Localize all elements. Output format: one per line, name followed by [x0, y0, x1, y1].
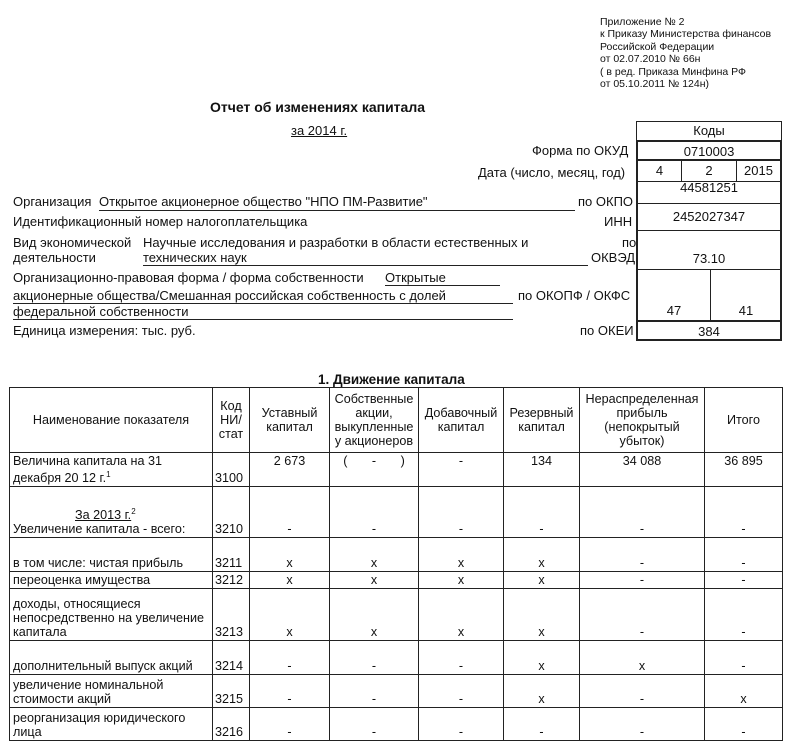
cell-value: 2 673: [250, 453, 330, 487]
row-code: 3100: [213, 453, 250, 487]
codes-heading: Коды: [636, 121, 782, 141]
cell-value: x: [419, 572, 504, 589]
note-line: от 02.07.2010 № 66н: [600, 53, 701, 66]
inn-row-label: Идентификационный номер налогоплательщика: [13, 214, 308, 229]
okved-label-1: по: [622, 235, 637, 250]
cell-value: -: [504, 487, 580, 538]
report-period: за 2014 г.: [291, 123, 348, 138]
col-additional-capital-header: Добавочный капитал: [419, 388, 504, 453]
section-title: 1. Движение капитала: [318, 372, 465, 387]
cell-value: -: [705, 589, 783, 641]
cell-value: -: [705, 708, 783, 741]
legal-underline-3: [13, 319, 513, 320]
activity-value-2: технических наук: [143, 250, 247, 265]
cell-value: ( - ): [330, 453, 419, 487]
codes-okpo: 44581251: [636, 181, 782, 204]
appendix-note: [600, 16, 771, 90]
codes-date-day: 4: [636, 160, 682, 182]
codes-inn: 2452027347: [636, 203, 782, 231]
codes-okved: 73.10: [636, 230, 782, 270]
cell-value: -: [504, 708, 580, 741]
cell-value: -: [250, 675, 330, 708]
cell-value: -: [580, 708, 705, 741]
legal-underline-1: [385, 285, 500, 286]
cell-value: -: [330, 641, 419, 675]
legal-value-2: акционерные общества/Смешанная российская собственность с долей: [13, 288, 446, 303]
activity-underline: [143, 265, 588, 266]
cell-value: x: [580, 641, 705, 675]
legal-value-3: федеральной собственности: [13, 304, 189, 319]
col-charter-capital-header: Уставный капитал: [250, 388, 330, 453]
row-name: За 2013 г.$^2$ Увеличение капитала - всего:: [10, 487, 213, 538]
cell-value: x: [250, 538, 330, 572]
codes-okfs: 41: [738, 303, 754, 318]
org-value: Открытое акционерное общество "НПО ПМ-Развитие": [99, 194, 428, 209]
row-name: доходы, относящиеся непосредственно на увеличение капитала: [10, 589, 213, 641]
codes-date-year: 2015: [736, 160, 782, 182]
col-name-header: Наименование показателя: [10, 388, 213, 453]
cell-value: x: [705, 675, 783, 708]
org-label: Организация: [13, 194, 92, 209]
row-code: 3213: [213, 589, 250, 641]
cell-value: -: [705, 487, 783, 538]
okved-label-2: ОКВЭД: [591, 250, 636, 265]
cell-value: -: [705, 538, 783, 572]
cell-value: -: [250, 487, 330, 538]
row-name: Величина капитала на 31 декабря 20 12 г.$^1$: [10, 453, 213, 487]
note-line: Российской Федерации: [600, 40, 715, 53]
activity-label-1: Вид экономической: [13, 235, 132, 250]
date-label: Дата (число, месяц, год): [478, 165, 626, 180]
cell-value: x: [250, 572, 330, 589]
row-code: 3215: [213, 675, 250, 708]
cell-value: -: [419, 675, 504, 708]
table-header-row: [10, 388, 783, 453]
note-line: ( в ред. Приказа Минфина РФ: [600, 65, 747, 78]
cell-value: -: [705, 641, 783, 675]
cell-value: 134: [504, 453, 580, 487]
cell-value: -: [580, 487, 705, 538]
row-name: увеличение номинальной стоимости акций: [10, 675, 213, 708]
org-underline: [99, 210, 575, 211]
codes-okopf: 47: [666, 303, 682, 318]
row-name: переоценка имущества: [10, 572, 213, 589]
table-row: [10, 641, 783, 675]
cell-value: x: [250, 589, 330, 641]
cell-value: x: [504, 675, 580, 708]
row-code: 3211: [213, 538, 250, 572]
table-row: [10, 589, 783, 641]
note-line: Приложение № 2: [600, 16, 685, 28]
codes-okei: 384: [636, 320, 782, 341]
cell-value: x: [330, 572, 419, 589]
row-code: 3216: [213, 708, 250, 741]
cell-value: x: [419, 538, 504, 572]
codes-okopf-okfs-box: [636, 269, 782, 321]
cell-value: x: [419, 589, 504, 641]
col-total-header: Итого: [705, 388, 783, 453]
cell-value: x: [330, 589, 419, 641]
cell-value: -: [250, 641, 330, 675]
table-row: [10, 572, 783, 589]
cell-value: -: [330, 675, 419, 708]
cell-value: x: [504, 589, 580, 641]
cell-value: -: [580, 675, 705, 708]
col-treasury-shares-header: Собственные акции, выкупленные у акционеров: [330, 388, 419, 453]
codes-okud: 0710003: [636, 140, 782, 161]
cell-value: -: [580, 572, 705, 589]
table-row: [10, 675, 783, 708]
cell-value: -: [419, 453, 504, 487]
cell-value: 36 895: [705, 453, 783, 487]
row-code: 3212: [213, 572, 250, 589]
col-retained-earnings-header: Нераспределенная прибыль (непокрытый убыток): [580, 388, 705, 453]
unit-label: Единица измерения: тыс. руб.: [13, 323, 196, 338]
cell-value: x: [330, 538, 419, 572]
row-name: в том числе: чистая прибыль: [10, 538, 213, 572]
note-line: от 05.10.2011 № 124н): [600, 78, 710, 91]
cell-value: -: [580, 589, 705, 641]
col-code-header: Код НИ/ стат: [213, 388, 250, 453]
row-name: реорганизация юридического лица: [10, 708, 213, 741]
okei-label: по ОКЕИ: [580, 323, 634, 338]
legal-label: Организационно-правовая форма / форма собственности: [13, 270, 364, 285]
okpo-label: по ОКПО: [578, 194, 634, 209]
activity-label-2: деятельности: [13, 250, 96, 265]
col-reserve-capital-header: Резервный капитал: [504, 388, 580, 453]
inn-label: ИНН: [604, 214, 633, 229]
cell-value: -: [250, 708, 330, 741]
capital-movement-table: [9, 387, 783, 741]
cell-value: -: [419, 708, 504, 741]
okopf-label: по ОКОПФ / ОКФС: [518, 288, 631, 303]
codes-date-month: 2: [681, 160, 737, 182]
table-row: [10, 538, 783, 572]
cell-value: -: [419, 487, 504, 538]
table-row: [10, 487, 783, 538]
legal-value-1: Открытые: [385, 270, 446, 285]
cell-value: -: [705, 572, 783, 589]
cell-value: 34 088: [580, 453, 705, 487]
cell-value: x: [504, 538, 580, 572]
table-row: [10, 708, 783, 741]
cell-value: -: [330, 708, 419, 741]
row-code: 3210: [213, 487, 250, 538]
report-title: Отчет об изменениях капитала: [210, 99, 425, 115]
cell-value: -: [580, 538, 705, 572]
okud-label: Форма по ОКУД: [532, 143, 629, 158]
row-code: 3214: [213, 641, 250, 675]
activity-value-1: Научные исследования и разработки в области естественных и: [143, 235, 529, 250]
cell-value: x: [504, 641, 580, 675]
row-name: дополнительный выпуск акций: [10, 641, 213, 675]
note-line: к Приказу Министерства финансов: [600, 28, 772, 41]
cell-value: -: [419, 641, 504, 675]
cell-value: x: [504, 572, 580, 589]
cell-value: -: [330, 487, 419, 538]
table-row: [10, 453, 783, 487]
